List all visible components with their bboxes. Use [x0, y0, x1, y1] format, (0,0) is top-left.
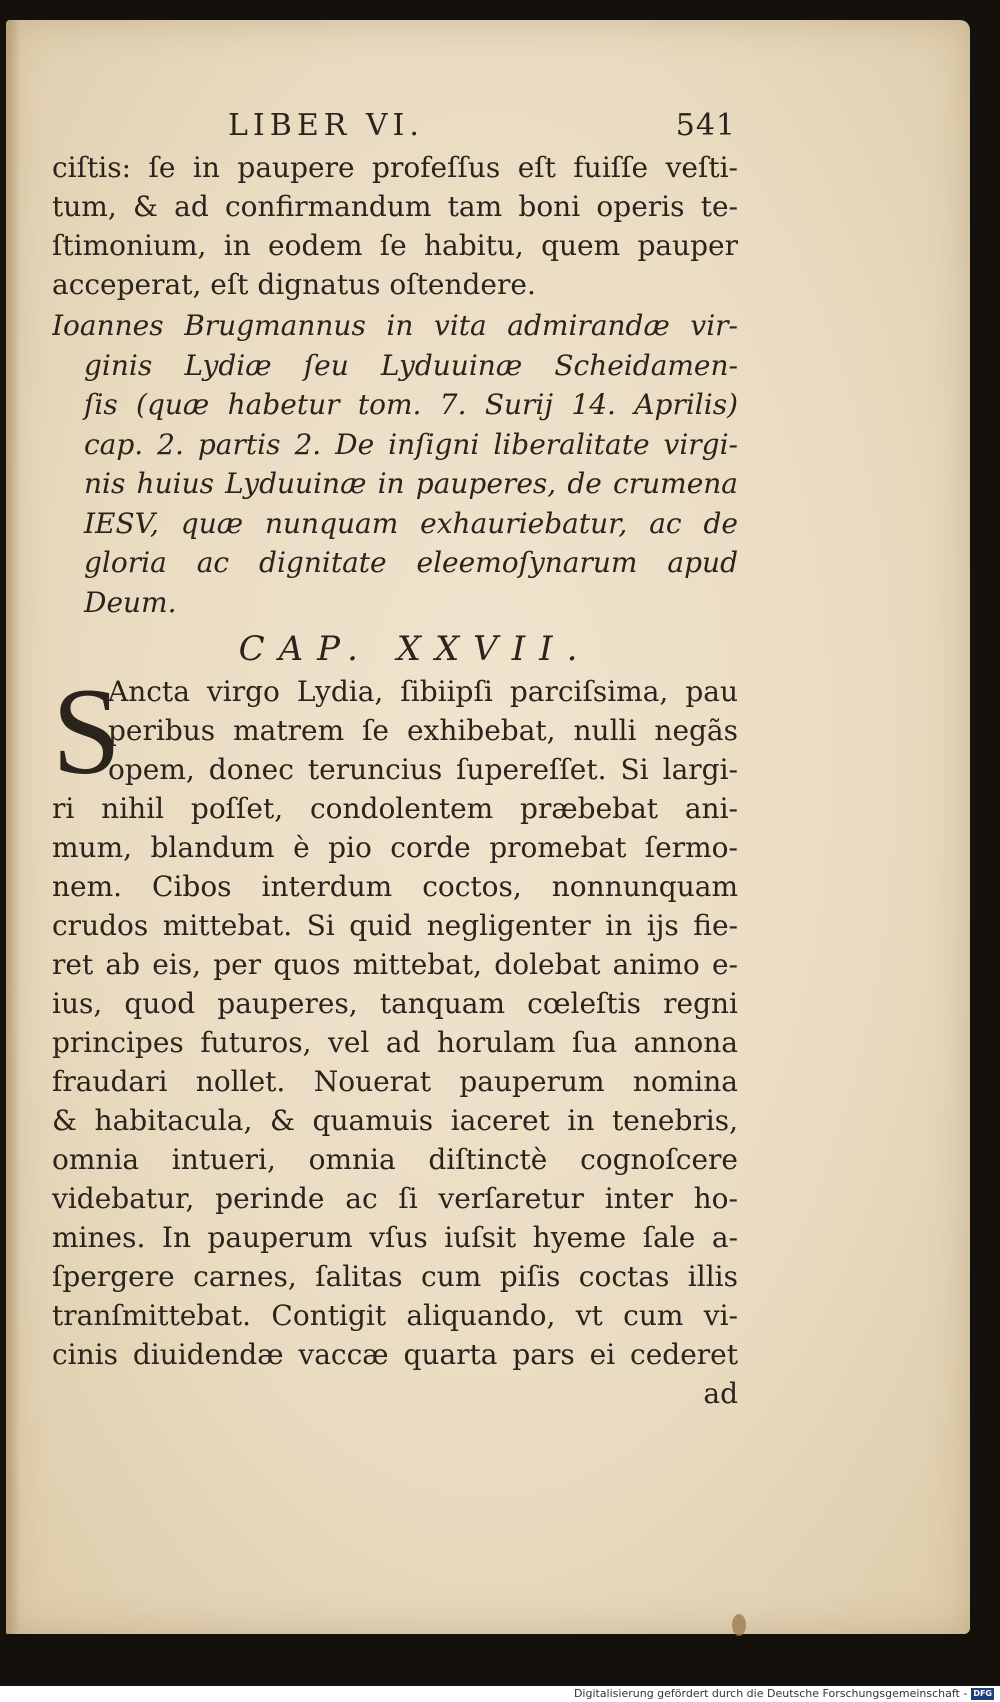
text-line: mines. In pauperum vſus iuſsit hyeme ſale a-	[52, 1221, 738, 1254]
drop-cap: S	[52, 663, 121, 800]
text-line: omnia intueri, omnia diſtinctè cognoſcere	[52, 1143, 738, 1176]
chapter-body	[52, 663, 738, 1374]
citation-line: nis huius Lyduuinæ in pauperes, de crumena	[84, 467, 738, 500]
text-line: ciſtis: ſe in paupere profeſſus eſt fuiſſe veſti-	[52, 151, 738, 184]
citation-line: Ioannes Brugmannus in vita admirandæ vir-	[52, 309, 738, 342]
text-line: Ancta virgo Lydia, ſibiipſi parciſsima, pau	[108, 675, 738, 708]
funding-credit-text: Digitalisierung gefördert durch die Deutsche Forschungsgemeinschaft -	[573, 1687, 968, 1700]
opening-paragraph	[52, 148, 738, 304]
chapter-heading: CAP. XXVII.	[238, 629, 592, 669]
text-line: ri nihil poſſet, condolentem præbebat ani-	[52, 792, 738, 825]
citation-line: ginis Lydiæ ſeu Lyduuinæ Scheidamen-	[84, 348, 738, 382]
source-citation	[52, 306, 738, 622]
text-line: ſpergere carnes, ſalitas cum piſis coctas illis	[52, 1260, 738, 1293]
catchword: ad	[703, 1377, 738, 1410]
citation-line: ſis (quæ habetur tom. 7. Surij 14. Aprilis)	[84, 388, 738, 421]
page-edge-shadow	[6, 20, 20, 1634]
text-line: opem, donec teruncius ſupereſſet. Si largi-	[108, 753, 738, 786]
text-line: videbatur, perinde ac ſi verſaretur inter ho-	[52, 1182, 738, 1215]
page-number: 541	[675, 108, 736, 143]
text-line: principes futuros, vel ad horulam ſua annona	[52, 1026, 738, 1059]
citation-line: cap. 2. partis 2. De inſigni liberalitate virgi-	[84, 427, 738, 461]
text-line: ret ab eis, per quos mittebat, dolebat animo e-	[52, 948, 738, 981]
text-line: mum, blandum è pio corde promebat ſermo-	[52, 831, 738, 864]
text-line: ſtimonium, in eodem ſe habitu, quem pauper	[52, 229, 738, 262]
running-title: LIBER VI.	[228, 108, 424, 143]
ink-stain	[732, 1614, 746, 1636]
book-page	[6, 20, 970, 1634]
text-line: peribus matrem ſe exhibebat, nulli negãs	[108, 714, 738, 747]
text-line: tranſmittebat. Contigit aliquando, vt cum vi-	[52, 1299, 738, 1332]
text-line: cinis diuidendæ vaccæ quarta pars ei cederet	[52, 1338, 738, 1371]
citation-line: gloria ac dignitate eleemoſynarum apud	[84, 546, 738, 579]
text-block	[52, 108, 738, 1413]
text-line: tum, & ad confirmandum tam boni operis te-	[52, 190, 738, 223]
citation-line: IESV, quæ nunquam exhauriebatur, ac de	[84, 506, 738, 540]
dfg-logo: DFG	[973, 1689, 992, 1698]
text-line: acceperat, eſt dignatus oſtendere.	[52, 268, 536, 301]
text-line: crudos mittebat. Si quid negligenter in ijs fie-	[52, 909, 738, 942]
running-head	[52, 108, 738, 148]
footer-credit	[574, 1686, 994, 1702]
footer-bar	[0, 1686, 1000, 1702]
text-line: nem. Cibos interdum coctos, nonnunquam	[52, 870, 738, 903]
citation-line: Deum.	[84, 585, 177, 619]
text-line: fraudari nollet. Nouerat pauperum nomina	[52, 1065, 738, 1098]
text-line: & habitacula, & quamuis iaceret in tenebris,	[52, 1104, 738, 1137]
text-line: ius, quod pauperes, tanquam cœleſtis regni	[52, 987, 738, 1020]
